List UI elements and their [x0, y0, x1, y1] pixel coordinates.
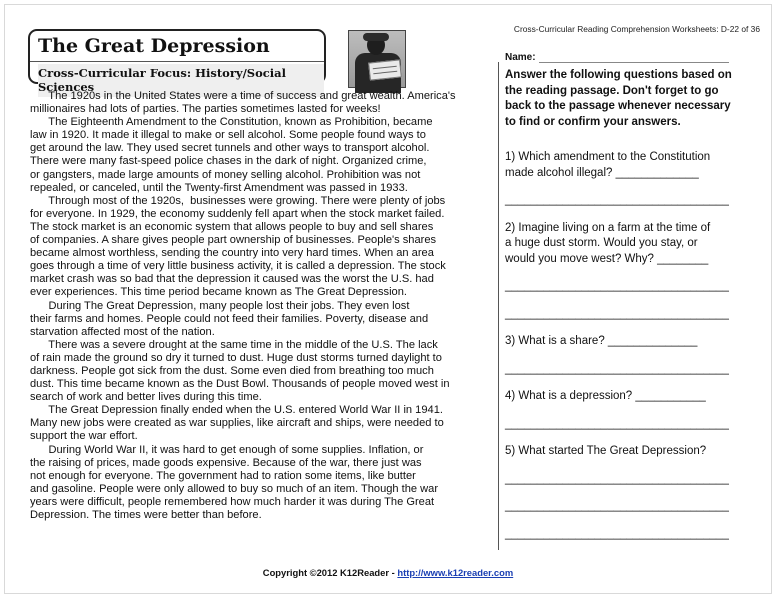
passage-line: There was a severe drought at the same time in the middle of the U.S. The lack: [30, 338, 438, 351]
footer: [0, 567, 776, 578]
passage-line: get around the law. They used secret tunnels and other ways to transport alcohol.: [30, 142, 430, 155]
spacer: [505, 515, 745, 527]
question-line: 5) What started The Great Depression?: [505, 445, 707, 457]
passage-line: market crash was so bad that the depression it caused was the worst the U.S. had: [30, 273, 434, 286]
spacer: [505, 295, 745, 307]
passage-line: their farms and homes. People could not feed their families. Poverty, disease and: [30, 312, 429, 325]
answer-line[interactable]: ___________________________________: [505, 527, 729, 540]
passage-line: support the war effort.: [30, 430, 138, 443]
spacer: [505, 487, 745, 499]
passage-line: Through most of the 1920s, businesses were growing. There were plenty of jobs: [30, 194, 446, 207]
instruction-line: back to the passage whenever necessary: [505, 100, 731, 112]
instruction-line: to find or confirm your answers.: [505, 115, 681, 128]
passage-line: goes through a time of very little business activity, it is called a depression. The stock: [30, 260, 446, 273]
spacer: [505, 350, 745, 362]
question-line[interactable]: would you move west? Why? ________: [505, 252, 709, 265]
passage-line: years were difficult, people remembered how much harder it was during The Great: [30, 495, 435, 508]
instructions: [505, 68, 745, 130]
spacer: [505, 405, 745, 417]
answer-line[interactable]: ___________________________________: [505, 280, 729, 292]
name-label: Name:: [505, 52, 536, 63]
answer-line[interactable]: ___________________________________: [505, 417, 729, 430]
reading-passage: [30, 90, 495, 522]
passage-line: repealed, or canceled, until the Twenty-first Amendment was passed in 1933.: [30, 181, 408, 194]
name-line[interactable]: [539, 62, 729, 63]
passage-line: The Eighteenth Amendment to the Constitution, known as Prohibition, became: [30, 116, 433, 129]
passage-line: Depression. The times were better than before.: [30, 509, 262, 521]
passage-line: During World War II, it was hard to get enough of some supplies. Inflation, or: [30, 443, 424, 456]
column-divider: [498, 62, 499, 550]
title-divider: [30, 61, 324, 62]
passage-line: of companies. A share gives people part ownership of businesses. People's shares: [30, 234, 437, 247]
answer-line[interactable]: ___________________________________: [505, 362, 729, 375]
title-box: [28, 29, 326, 94]
instruction-line: Answer the following questions based on: [505, 69, 732, 81]
questions-list: [505, 150, 745, 542]
passage-line: not enough for everyone. The government had to ration some items, like butter: [30, 469, 416, 482]
answer-line[interactable]: ___________________________________: [505, 500, 729, 512]
passage-line: ever experiences. This time period became known as The Great Depression.: [30, 286, 407, 299]
copyright-text: Copyright ©2012 K12Reader -: [262, 567, 398, 578]
passage-line: became almost worthless, sending the country into very hard times. When an area: [30, 247, 434, 260]
answer-line[interactable]: ___________________________________: [505, 307, 729, 320]
question-line: 2) Imagine living on a farm at the time of: [505, 221, 711, 234]
passage-line: There were many fast-speed police chases in the dark of night. Organized crime,: [30, 155, 427, 168]
spacer: [505, 377, 745, 389]
passage-line: Many new jobs were created as war supplies, like aircraft and ships, were needed to: [30, 417, 444, 430]
spacer: [505, 432, 745, 444]
question-line: 1) Which amendment to the Constitution: [505, 151, 711, 163]
passage-line: millionaires had lots of parties. The parties sometimes lasted for weeks!: [30, 103, 381, 116]
spacer: [505, 322, 745, 334]
passage-line: The Great Depression finally ended when the U.S. entered World War II in 1941.: [30, 404, 443, 417]
historical-photo: [348, 30, 406, 88]
spacer: [505, 181, 745, 193]
passage-line: law in 1920. It made it illegal to make or sell alcohol. Some people found ways to: [30, 129, 426, 142]
page-title: The Great Depression: [38, 35, 270, 57]
name-row: [505, 52, 745, 68]
passage-line: The stock market is an economic system that allows people to buy and sell shares: [30, 220, 434, 233]
answer-line[interactable]: ___________________________________: [505, 472, 729, 485]
k12reader-link[interactable]: http://www.k12reader.com: [397, 567, 514, 578]
passage-line: darkness. People got sick from the dust. Some even died from breathing too much: [30, 364, 434, 377]
spacer: [505, 460, 745, 472]
question-line[interactable]: 3) What is a share? ______________: [505, 335, 698, 347]
question-line: a huge dust storm. Would you stay, or: [505, 237, 698, 249]
answer-line[interactable]: ___________________________________: [505, 194, 729, 206]
passage-line: or gangsters, made large amounts of money selling alcohol. Prohibition was not: [30, 168, 421, 181]
passage-line: starvation affected most of the nation.: [30, 325, 215, 338]
passage-line: for everyone. In 1929, the economy suddenly fell apart when the stock market failed.: [30, 207, 445, 220]
passage-line: dust. This time became known as the Dust Bowl. Thousands of people moved west in: [30, 378, 450, 391]
spacer: [505, 267, 745, 279]
passage-line: the raising of prices, made goods expensive. Because of the war, there just was: [30, 456, 422, 469]
question-line[interactable]: 4) What is a depression? ___________: [505, 390, 706, 402]
focus-subtitle: Cross-Curricular Focus: History/Social Sciences: [38, 64, 324, 97]
spacer: [505, 209, 745, 221]
instruction-line: the reading passage. Don't forget to go: [505, 84, 719, 97]
passage-line: and gasoline. People were only allowed to buy so much of an item. Though the war: [30, 482, 439, 495]
answer-column: [505, 52, 745, 130]
passage-line: search of work and better lives during this time.: [30, 391, 262, 404]
passage-line: During The Great Depression, many people lost their jobs. They even lost: [30, 299, 410, 312]
worksheet-series-label: Cross-Curricular Reading Comprehension Worksheets: D-22 of 36: [513, 24, 760, 34]
passage-line: The 1920s in the United States were a time of success and great wealth. America's: [30, 90, 456, 102]
passage-line: of rain made the ground so dry it turned to dust. Huge dust storms turned daylight to: [30, 351, 442, 364]
question-line[interactable]: made alcohol illegal? _____________: [505, 166, 699, 179]
